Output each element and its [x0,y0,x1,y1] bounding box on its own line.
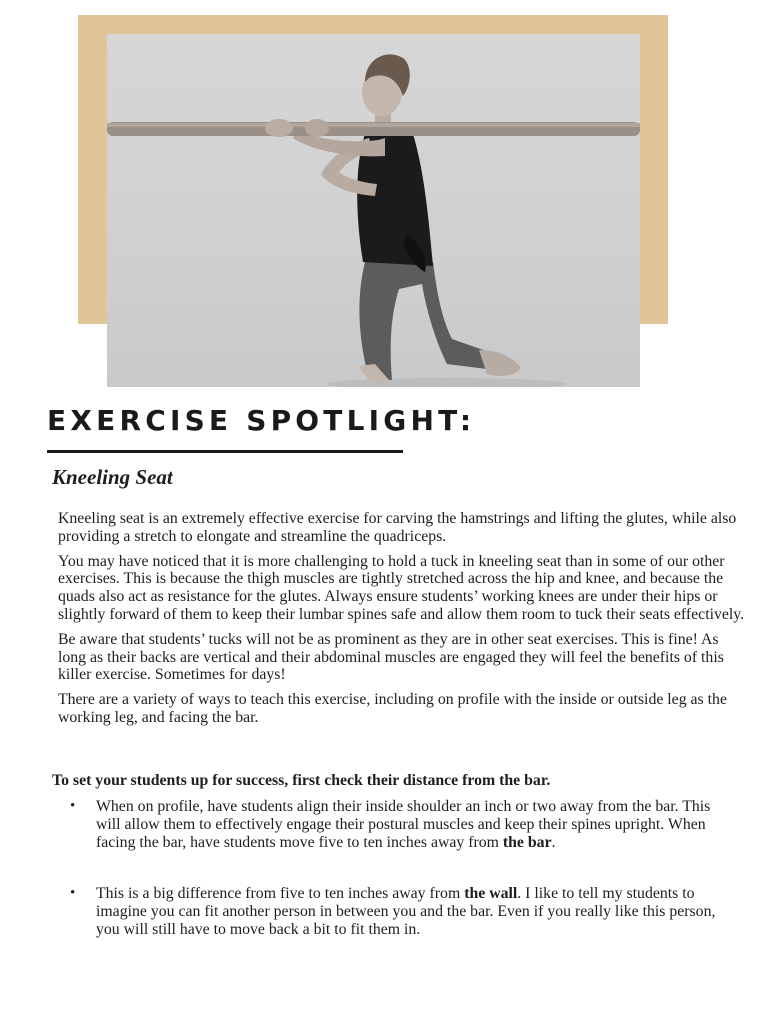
paragraph: Be aware that students’ tucks will not be as prominent as they are in other seat exercises. This is fine! As long as their backs are vertical and their abdominal muscles are engaged they will feel the benefits of this killer exercise. Sometimes for days! [58,630,724,684]
paragraph: There are a variety of ways to teach this exercise, including on profile with the inside or outside leg as the working leg, and facing the bar. [58,691,727,726]
list-item [60,798,720,851]
list-item-text: When on profile, have students align their inside shoulder an inch or two away from the bar. This will allow them to effectively engage their postural muscles and keep their spines upright. When facing the bar, have students move five to ten inches away from [96,798,711,851]
list-item [60,885,720,938]
list-item-text: This is a big difference from five to ten inches away from [96,885,465,903]
exercise-title: Kneeling Seat [52,465,173,489]
exercise-photo [107,34,640,387]
list-item-text-end: . I like to tell my students to imagine you can fit another person in between you and the bar. Even if you really like this person, you will still have to move back a bit to fit them in. [96,885,716,938]
list-item-emphasis: the bar [502,833,552,851]
article-body [58,510,748,734]
section-heading: EXERCISE SPOTLIGHT: [47,404,476,437]
paragraph: Kneeling seat is an extremely effective exercise for carving the hamstrings and lifting the glutes, while also providing a stretch to elongate and streamline the quadriceps. [58,510,737,545]
bullet-marker: • [70,798,76,814]
heading-underline [47,450,403,453]
paragraph: You may have noticed that it is more challenging to hold a tuck in kneeling seat than in some of our other exercises. This is because the thigh muscles are tightly stretched across the hip and knee, and because the quads also act as resistance for the glutes. Always ensure students’ working knees are under their hips or slightly forward of them to keep their lumbar spines safe and allow them room to tuck their seats effectively. [58,552,745,623]
list-item-emphasis: the wall [464,885,518,903]
tips-list [60,798,720,939]
woman-kneeling-at-barre-illustration [107,34,640,387]
bullet-marker: • [70,885,76,902]
list-item-text-end: . [551,833,556,851]
setup-lead-text: To set your students up for success, first check their distance from the bar. [52,772,551,789]
